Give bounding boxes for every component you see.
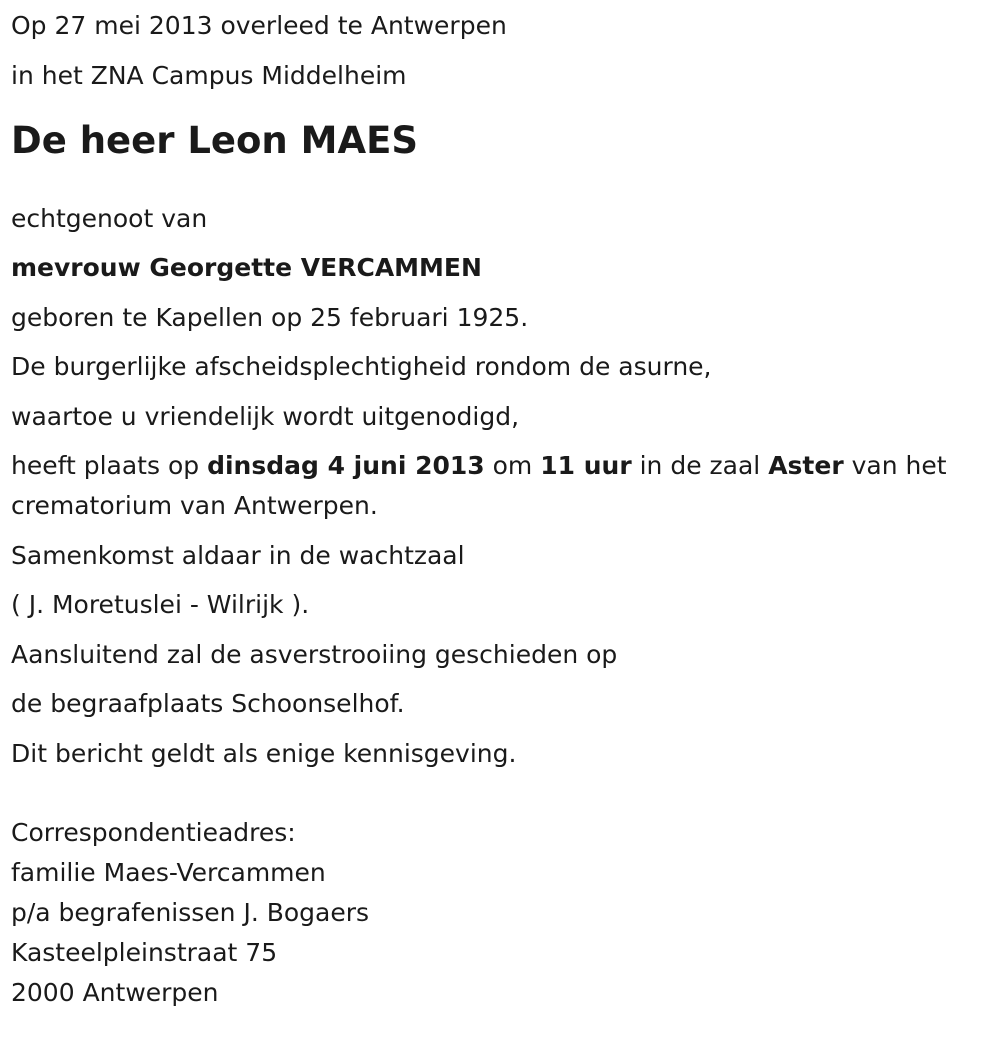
ceremony-hall: Aster (768, 451, 844, 480)
correspondence-family: familie Maes-Vercammen (11, 857, 326, 887)
death-date-line: Op 27 mei 2013 overleed te Antwerpen (11, 11, 507, 40)
gathering-line-1: Samenkomst aldaar in de wachtzaal (11, 540, 465, 570)
spouse-name: mevrouw Georgette VERCAMMEN (11, 253, 482, 282)
death-notice (11, 0, 991, 1013)
scattering-line-2: de begraafplaats Schoonselhof. (11, 689, 405, 718)
ceremony-line-2: waartoe u vriendelijk wordt uitgenodigd, (11, 401, 520, 431)
birth-line: geboren te Kapellen op 25 februari 1925. (11, 302, 529, 332)
ceremony-line-1: De burgerlijke afscheidsplechtigheid rondom de asurne, (11, 352, 712, 381)
ceremony-time: 11 uur (540, 451, 632, 480)
correspondence-address (11, 813, 991, 1013)
ceremony-prefix: heeft plaats op (11, 451, 208, 480)
correspondence-label: Correspondentieadres: (11, 817, 296, 847)
death-place-line: in het ZNA Campus Middelheim (11, 60, 407, 90)
correspondence-care-of: p/a begrafenissen J. Bogaers (11, 897, 370, 927)
spouse-intro: echtgenoot van (11, 203, 208, 233)
ceremony-suffix: van het crematorium van Antwerpen. (11, 451, 947, 520)
ceremony-mid-1: om (484, 451, 541, 480)
correspondence-city: 2000 Antwerpen (11, 977, 219, 1007)
scattering-line-1: Aansluitend zal de asverstrooiing geschieden op (11, 639, 618, 669)
deceased-name-heading: De heer Leon MAES (11, 118, 419, 162)
ceremony-date: dinsdag 4 juni 2013 (207, 451, 485, 480)
correspondence-street: Kasteelpleinstraat 75 (11, 937, 278, 967)
ceremony-mid-2: in de zaal (631, 451, 769, 480)
ceremony-details (11, 446, 991, 526)
gathering-line-2: ( J. Moretuslei - Wilrijk ). (11, 590, 310, 619)
closing-line: Dit bericht geldt als enige kennisgeving. (11, 738, 517, 768)
